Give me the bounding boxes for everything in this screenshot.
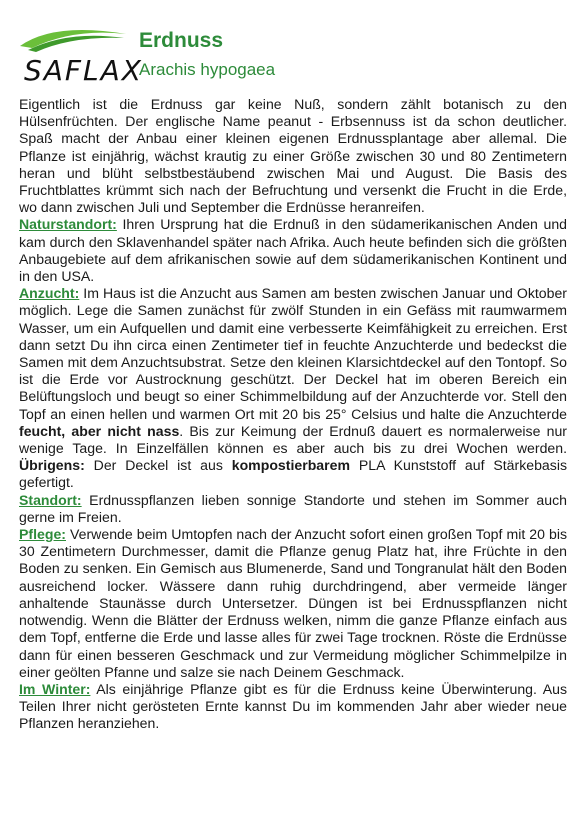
naturstandort-heading: Naturstandort: [19, 216, 117, 233]
anzucht-text-1: Im Haus ist die Anzucht aus Samen am besten zwischen Januar und Oktober möglich. Lege die Samen zunächst für zwölf Stunden in ein Gefäss mit raumwarmem Wasser, um ein Aufquellen und damit eine verbesserte Keimfähigkeit zu erreichen. Erst dann setzt Du ihn circa einen Zentimeter tief in feuchte Anzuchterde und bedeckst die Samen mit dem Anzuchtsubstrat. Setze den kleinen Klarsichtdeckel auf den Tontopf. So ist die Erde vor Austrocknung geschützt. Der Deckel hat im oberen Bereich ein Belüftungsloch und beugt so einer Schimmelbildung auf der Anzuchterde vor. Stell den Topf an einen hellen und warmen Ort mit 20 bis 25° Celsius und halte die Anzuchterde [19, 285, 567, 422]
anzucht-bold-3: kompostierbarem [231, 457, 351, 474]
standort-text: Erdnusspflanzen lieben sonnige Standorte und stehen im Sommer auch gerne im Freien. [19, 491, 567, 525]
article-body [19, 96, 567, 733]
pflege-heading: Pflege: [19, 526, 66, 543]
winter-text: Als einjährige Pflanze gibt es für die Erdnuss keine Überwinterung. Aus Teilen Ihrer nicht gerösteten Ernte kannst Du im kommenden Jahr aber wieder neue Pflanzen heranziehen. [19, 680, 567, 732]
winter-heading: Im Winter: [19, 680, 91, 697]
pflege-text: Verwende beim Umtopfen nach der Anzucht sofort einen großen Topf mit 20 bis 30 Zentimetern Durchmesser, damit die Pflanze genug Platz hat, ihre Früchte in den Boden zu senken. Ein Gemisch aus Blumenerde, Sand und Tongranulat hält den Boden ausreichend locker. Wässere dann ruhig durchdringend, aber vermeide länger anhaltende Staunässe durch Untersetzer. Düngen ist bei Erdnusspflanzen nicht notwendig. Wenn die Blätter der Erdnuss welken, nimm die ganze Pflanze einfach aus dem Topf, entferne die Erde und lasse alles für zwei Tage trocknen. Röste die Erdnüsse dann für einen besseren Geschmack und zur Vermeidung möglicher Schimmelpilze in einer geölten Pfanne und salze sie nach Deinem Geschmack. [19, 526, 567, 680]
anzucht-text-2: . Bis zur Keimung der Erdnuß dauert es normalerweise nur wenige Tage. In Einzelfällen können es aber auch bis zu drei Wochen werden. [19, 422, 567, 457]
saflax-logo [14, 20, 143, 87]
page-title: Erdnuss [139, 29, 224, 52]
anzucht-text-4: PLA Kunststoff auf Stärkebasis gefertigt. [19, 457, 567, 491]
anzucht-text-3: Der Deckel ist aus [84, 457, 232, 474]
intro-paragraph: Eigentlich ist die Erdnuss gar keine Nuß, sondern zählt botanisch zu den Hülsenfrüchten. Der englische Name peanut - Erbsennuss ist da schon deutlicher. Spaß macht der Anbau einer kleinen eigenen Erdnussplantage aber allemal. Die Pflanze ist einjährig, wächst krautig zu einer Größe zwischen 30 und 80 Zentimetern heran und blüht selbstbestäubend zwischen Mai und August. Die Basis des Fruchtblattes krümmt sich nach der Befruchtung und versenkt die Frucht in die Erde, wo dann zwischen Juli und September die Erdnüsse heranreifen. [19, 96, 567, 216]
naturstandort-text: Ihren Ursprung hat die Erdnuß in den südamerikanischen Anden und kam durch den Sklavenhandel später nach Afrika. Auch heute befinden sich die größten Anbaugebiete auf dem afrikanischen sowie auf dem südamerikanischen Kontinent und in den USA. [19, 216, 567, 285]
pflege-paragraph [19, 526, 567, 681]
logo-text: SAFLAX [24, 54, 143, 87]
winter-paragraph [19, 681, 567, 733]
anzucht-paragraph [19, 285, 567, 491]
anzucht-heading: Anzucht: [19, 285, 80, 302]
page-subtitle: Arachis hypogaea [139, 60, 276, 79]
standort-paragraph [19, 492, 567, 526]
naturstandort-paragraph [19, 216, 567, 285]
anzucht-bold-2: Übrigens: [19, 457, 85, 474]
standort-heading: Standort: [19, 491, 82, 508]
anzucht-bold-1: feucht, aber nicht nass [19, 422, 180, 439]
